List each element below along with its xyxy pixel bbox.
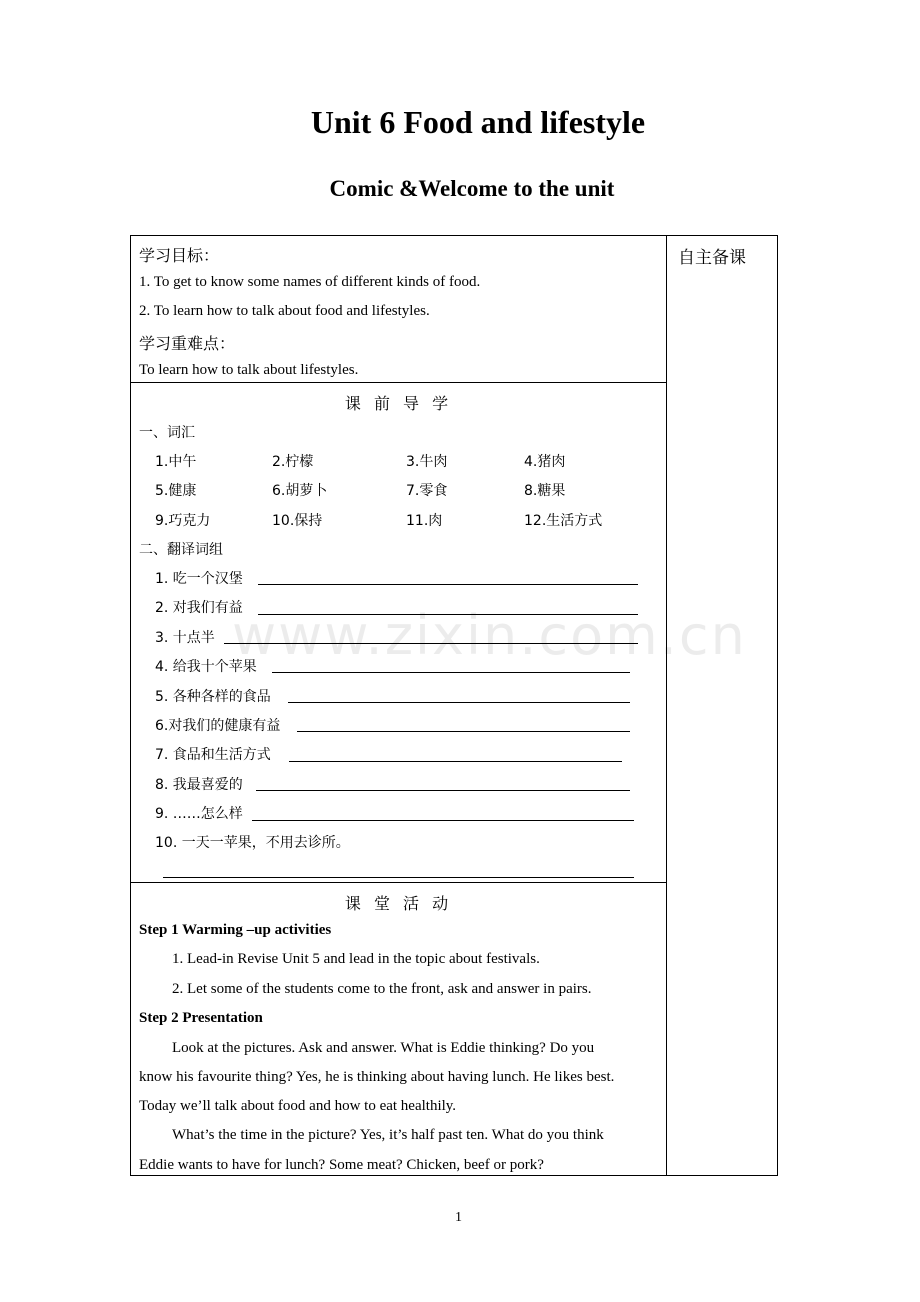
classroom-heading: 课 堂 活 动 — [344, 894, 453, 913]
objective-item: 2. To learn how to talk about food and lifestyles. — [139, 303, 430, 319]
page-number: 1 — [455, 1210, 462, 1225]
phrase-item: 10. 一天一苹果，不用去诊所。 — [155, 835, 350, 851]
paragraph-line: know his favourite thing? Yes, he is thinking about having lunch. He likes best. — [139, 1069, 615, 1085]
row-divider-1 — [130, 382, 667, 383]
vocab-item: 3.牛肉 — [406, 454, 448, 470]
step1-heading: Step 1 Warming –up activities — [139, 922, 332, 938]
vocab-item: 5.健康 — [155, 483, 197, 499]
objective-item: 1. To get to know some names of different kinds of food. — [139, 274, 481, 290]
answer-blank — [252, 820, 634, 821]
vocab-item: 1.中午 — [155, 454, 197, 470]
vocab-item: 8.糖果 — [524, 483, 566, 499]
phrases-heading: 二、翻译词组 — [139, 542, 223, 558]
step2-heading: Step 2 Presentation — [139, 1010, 263, 1026]
phrase-item: 2. 对我们有益 — [155, 600, 243, 616]
answer-blank — [272, 672, 630, 673]
key-points-heading: 学习重难点： — [139, 334, 236, 353]
paragraph-line: What’s the time in the picture? Yes, it’s half past ten. What do you think — [172, 1127, 604, 1143]
watermark: www.zixin.com.cn — [232, 604, 747, 667]
phrase-item: 1. 吃一个汉堡 — [155, 571, 243, 587]
column-divider — [666, 235, 667, 1176]
phrase-item: 7. 食品和生活方式 — [155, 747, 271, 763]
vocab-item: 4.猪肉 — [524, 454, 566, 470]
vocab-item: 9.巧克力 — [155, 513, 211, 529]
answer-blank — [256, 790, 630, 791]
answer-blank — [297, 731, 630, 732]
vocab-item: 10.保持 — [272, 513, 323, 529]
paragraph-line: Eddie wants to have for lunch? Some meat? Chicken, beef or pork? — [139, 1157, 544, 1173]
row-divider-2 — [130, 882, 667, 883]
step1-item: 1. Lead-in Revise Unit 5 and lead in the topic about festivals. — [172, 951, 540, 967]
objectives-heading: 学习目标： — [139, 246, 220, 265]
phrase-item: 8. 我最喜爱的 — [155, 777, 243, 793]
self-prep-label: 自主备课 — [678, 248, 746, 268]
page-subtitle: Comic &Welcome to the unit — [329, 176, 615, 201]
vocab-item: 6.胡萝卜 — [272, 483, 328, 499]
paragraph-line: Today we’ll talk about food and how to eat healthily. — [139, 1098, 457, 1114]
vocab-item: 2.柠檬 — [272, 454, 314, 470]
answer-blank — [288, 702, 630, 703]
paragraph-line: Look at the pictures. Ask and answer. What is Eddie thinking? Do you — [172, 1040, 595, 1056]
vocab-item: 11.肉 — [406, 513, 443, 529]
preview-heading: 课 前 导 学 — [344, 394, 453, 413]
answer-blank — [163, 877, 634, 878]
phrase-item: 9. ……怎么样 — [155, 806, 243, 822]
answer-blank — [258, 584, 638, 585]
key-points-text: To learn how to talk about lifestyles. — [139, 362, 359, 378]
phrase-item: 3. 十点半 — [155, 630, 215, 646]
page-title: Unit 6 Food and lifestyle — [310, 104, 646, 140]
step1-item: 2. Let some of the students come to the front, ask and answer in pairs. — [172, 981, 592, 997]
vocab-heading: 一、词汇 — [139, 425, 195, 441]
answer-blank — [289, 761, 622, 762]
vocab-item: 7.零食 — [406, 483, 448, 499]
phrase-item: 4. 给我十个苹果 — [155, 659, 257, 675]
phrase-item: 6.对我们的健康有益 — [155, 718, 281, 734]
phrase-item: 5. 各种各样的食品 — [155, 689, 271, 705]
vocab-item: 12.生活方式 — [524, 513, 603, 529]
